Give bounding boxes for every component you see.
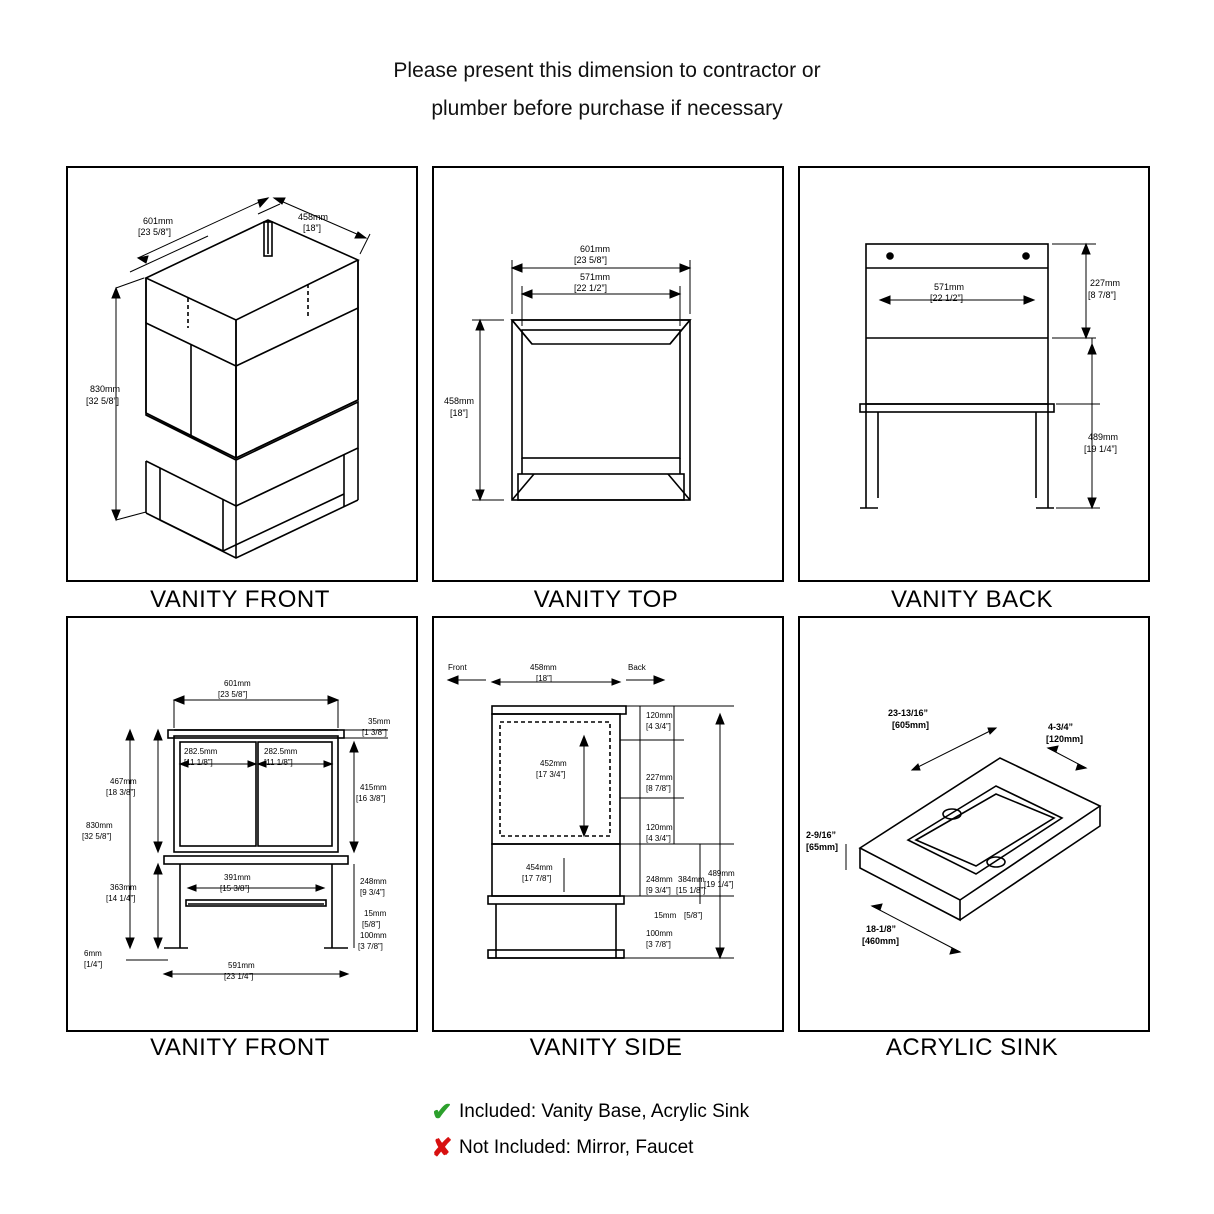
- svg-text:[4 3/4”]: [4 3/4”]: [646, 722, 671, 731]
- svg-text:248mm: 248mm: [646, 875, 673, 884]
- svg-text:[605mm]: [605mm]: [892, 720, 930, 730]
- svg-text:[19 1/4”]: [19 1/4”]: [704, 880, 734, 889]
- svg-text:[460mm]: [460mm]: [862, 936, 900, 946]
- svg-text:[15 3/8”]: [15 3/8”]: [220, 884, 250, 893]
- svg-text:4-3/4”: 4-3/4”: [1048, 722, 1074, 732]
- check-icon: ✔: [431, 1098, 453, 1126]
- svg-text:282.5mm: 282.5mm: [184, 747, 218, 756]
- svg-text:[8 7/8”]: [8 7/8”]: [646, 784, 671, 793]
- svg-text:35mm: 35mm: [368, 717, 391, 726]
- svg-text:489mm: 489mm: [708, 869, 735, 878]
- dim-601mm: 601mm: [143, 216, 174, 226]
- caption-vanity-front-ortho: VANITY FRONT: [150, 1034, 330, 1061]
- svg-text:15mm: 15mm: [654, 911, 677, 920]
- svg-text:[22 1/2”]: [22 1/2”]: [574, 283, 608, 293]
- svg-text:248mm: 248mm: [360, 877, 387, 886]
- svg-text:601mm: 601mm: [224, 679, 251, 688]
- svg-text:[23 1/4”]: [23 1/4”]: [224, 972, 254, 981]
- svg-text:[32 5/8”]: [32 5/8”]: [86, 396, 120, 406]
- svg-text:489mm: 489mm: [1088, 432, 1119, 442]
- svg-text:227mm: 227mm: [646, 773, 673, 782]
- svg-text:[16 3/8”]: [16 3/8”]: [356, 794, 386, 803]
- svg-text:[19 1/4”]: [19 1/4”]: [1084, 444, 1118, 454]
- legend-row-included: [0, 1094, 1214, 1130]
- legend: [0, 1094, 1214, 1166]
- svg-text:[14 1/4”]: [14 1/4”]: [106, 894, 136, 903]
- svg-text:227mm: 227mm: [1090, 278, 1121, 288]
- caption-vanity-side: VANITY SIDE: [529, 1034, 683, 1061]
- svg-text:100mm: 100mm: [646, 929, 673, 938]
- svg-text:[23 5/8”]: [23 5/8”]: [574, 255, 608, 265]
- svg-text:[9 3/4”]: [9 3/4”]: [360, 888, 385, 897]
- svg-text:[23 5/8”]: [23 5/8”]: [138, 227, 172, 237]
- svg-text:[4 3/4”]: [4 3/4”]: [646, 834, 671, 843]
- svg-text:[18 3/8”]: [18 3/8”]: [106, 788, 136, 797]
- svg-text:[5/8”]: [5/8”]: [684, 911, 703, 920]
- svg-text:591mm: 591mm: [228, 961, 255, 970]
- svg-text:384mm: 384mm: [678, 875, 705, 884]
- svg-text:282.5mm: 282.5mm: [264, 747, 298, 756]
- caption-acrylic-sink: ACRYLIC SINK: [885, 1034, 1059, 1061]
- svg-text:[17 3/4”]: [17 3/4”]: [536, 770, 566, 779]
- svg-text:[8 7/8”]: [8 7/8”]: [1088, 290, 1117, 300]
- svg-text:[120mm]: [120mm]: [1046, 734, 1084, 744]
- svg-text:[15 1/8”]: [15 1/8”]: [676, 886, 706, 895]
- svg-text:467mm: 467mm: [110, 777, 137, 786]
- header-line-2: plumber before purchase if necessary: [431, 97, 783, 120]
- caption-vanity-top: VANITY TOP: [533, 586, 679, 613]
- svg-text:[18”]: [18”]: [536, 674, 553, 683]
- svg-text:[3 7/8”]: [3 7/8”]: [358, 942, 383, 951]
- svg-text:601mm: 601mm: [580, 244, 611, 254]
- panel-vanity-top: [432, 166, 784, 582]
- svg-text:120mm: 120mm: [646, 823, 673, 832]
- svg-text:[32 5/8”]: [32 5/8”]: [82, 832, 112, 841]
- svg-text:458mm: 458mm: [298, 212, 329, 222]
- svg-text:Back: Back: [628, 663, 646, 672]
- svg-text:830mm: 830mm: [90, 384, 121, 394]
- svg-text:[1 3/8”]: [1 3/8”]: [362, 728, 387, 737]
- panel-acrylic-sink: [798, 616, 1150, 1032]
- panel-vanity-side: [432, 616, 784, 1032]
- svg-text:[23 5/8”]: [23 5/8”]: [218, 690, 248, 699]
- svg-text:[65mm]: [65mm]: [806, 842, 839, 852]
- svg-text:363mm: 363mm: [110, 883, 137, 892]
- svg-text:415mm: 415mm: [360, 783, 387, 792]
- cross-icon: ✘: [431, 1134, 453, 1162]
- caption-vanity-front-iso: VANITY FRONT: [150, 586, 330, 613]
- svg-text:100mm: 100mm: [360, 931, 387, 940]
- legend-row-not-included: [0, 1130, 1214, 1166]
- svg-text:830mm: 830mm: [86, 821, 113, 830]
- svg-text:[11 1/8”]: [11 1/8”]: [184, 758, 213, 767]
- svg-text:120mm: 120mm: [646, 711, 673, 720]
- svg-text:[9 3/4”]: [9 3/4”]: [646, 886, 671, 895]
- panel-vanity-back: [798, 166, 1150, 582]
- svg-text:[22 1/2”]: [22 1/2”]: [930, 293, 964, 303]
- svg-text:458mm: 458mm: [530, 663, 557, 672]
- svg-text:23-13/16”: 23-13/16”: [888, 708, 929, 718]
- svg-text:[17 7/8”]: [17 7/8”]: [522, 874, 552, 883]
- svg-text:15mm: 15mm: [364, 909, 387, 918]
- svg-text:6mm: 6mm: [84, 949, 102, 958]
- caption-vanity-back: VANITY BACK: [891, 586, 1053, 613]
- legend-not-included-text: Not Included: Mirror, Faucet: [459, 1137, 694, 1158]
- svg-text:571mm: 571mm: [934, 282, 965, 292]
- header: [0, 52, 1214, 128]
- svg-text:571mm: 571mm: [580, 272, 611, 282]
- svg-text:Front: Front: [448, 663, 467, 672]
- legend-included-text: Included: Vanity Base, Acrylic Sink: [459, 1101, 750, 1122]
- svg-text:[18”]: [18”]: [450, 408, 469, 418]
- panel-vanity-front-ortho: [66, 616, 418, 1032]
- panel-vanity-front-iso: [66, 166, 418, 582]
- svg-text:[18”]: [18”]: [303, 223, 322, 233]
- svg-text:391mm: 391mm: [224, 873, 251, 882]
- svg-text:[11 1/8”]: [11 1/8”]: [264, 758, 293, 767]
- svg-text:18-1/8”: 18-1/8”: [866, 924, 897, 934]
- svg-text:[5/8”]: [5/8”]: [362, 920, 381, 929]
- svg-text:458mm: 458mm: [444, 396, 475, 406]
- svg-text:452mm: 452mm: [540, 759, 567, 768]
- svg-text:[3 7/8”]: [3 7/8”]: [646, 940, 671, 949]
- header-line-1: Please present this dimension to contractor or: [393, 59, 821, 82]
- svg-text:[1/4”]: [1/4”]: [84, 960, 103, 969]
- svg-text:454mm: 454mm: [526, 863, 553, 872]
- svg-text:2-9/16”: 2-9/16”: [806, 830, 837, 840]
